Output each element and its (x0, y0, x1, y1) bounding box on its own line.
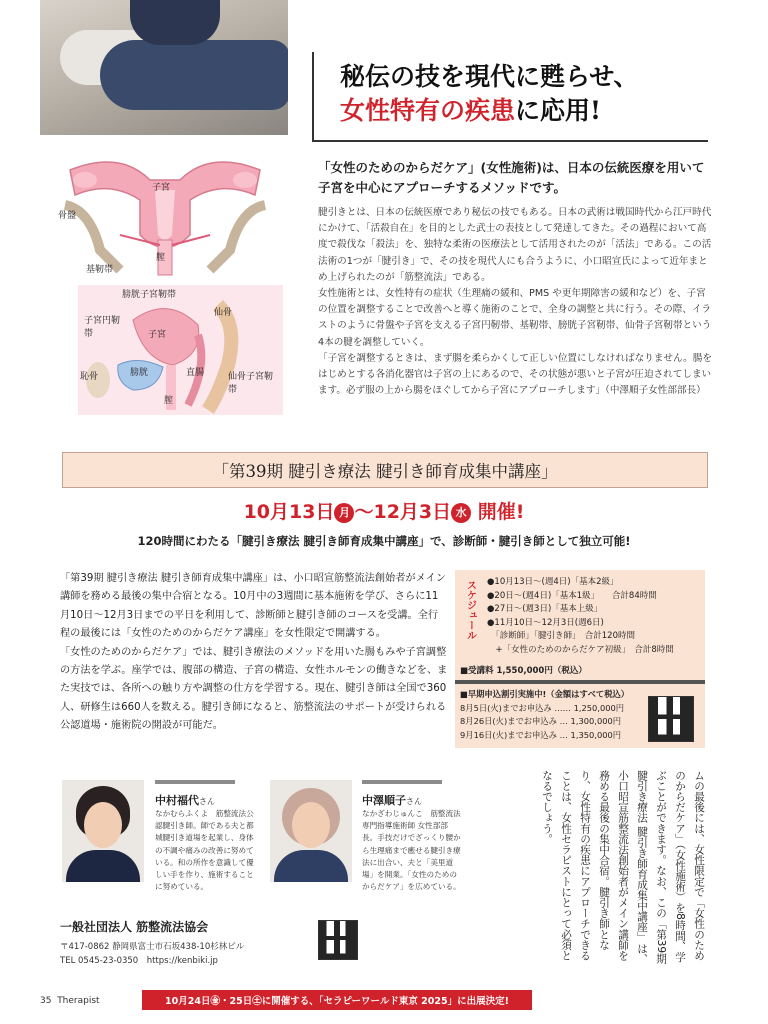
label-sacrum: 仙骨 (214, 308, 233, 318)
start-date: 10月13日 (243, 501, 335, 523)
course-subline: 120時間にわたる「腱引き療法 腱引き師育成集中講座」で、診断師・腱引き師として独立可能! (137, 534, 631, 548)
pelvis-side-diagram (78, 285, 283, 415)
label-pubis: 恥骨 (80, 372, 99, 382)
early-discount-item: 8月5日(火)までお申込み …… 1,250,000円 (460, 702, 625, 713)
portrait-nakazawa (270, 780, 352, 882)
start-day-badge: 月 (334, 503, 354, 523)
body-paragraph: 女性施術とは、女性特有の症状（生理痛の緩和、PMS や更年期障害の緩和など）を、子宮の位置を調整することで改善へと導く施術のことで、全身の調整と共に行う。その際、イラストのように骨盤や子宮を支える子宮円靭帯、基靭帯、膀胱子宮靭帯、仙骨子宮靭帯という4本の腱を調整していく。 (318, 288, 712, 348)
headline-line2: に応用! (515, 96, 601, 125)
body-text (318, 205, 714, 399)
schedule-tab-label: スケジュール (464, 580, 476, 640)
person-profile: なかむらふくよ 筋整流法公認腱引き師。師である夫と都城腱引き道場を起業し、身体の不調や痛みの改善に努めている。和の所作を意識して優しい手を作り、施術することに努めている。 (155, 809, 254, 892)
organization-contact (60, 940, 244, 968)
phone-website: TEL 0545-23-0350 https://kenbiki.jp (60, 956, 218, 966)
schedule-tab (455, 570, 485, 676)
person-name: 中澤順子 (362, 794, 406, 807)
organization-name: 一般社団法人 筋整流法協会 (60, 920, 209, 934)
address: 〒417-0862 静岡県富士市石坂438-10杉林ビル (60, 942, 245, 952)
held-label: 開催! (477, 501, 525, 523)
course-description (60, 570, 448, 736)
schedule-item: 「診断師」「腱引き師」 合計120時間 (487, 631, 635, 642)
person-profile: なかざわじゅんこ 筋整流法 専門指導施術師 女性部部長。手技だけでざっくり腰から生理痛まで癒せる腱引き療法に出合い、夫と「美里道場」を開業。「女性のためのからだケア」を広めている。 (362, 809, 461, 892)
label-vagina: 膣 (156, 253, 166, 263)
course-title-banner: 「第39期 腱引き療法 腱引き師育成集中講座」 (62, 452, 708, 488)
end-date: 12月3日 (373, 501, 452, 523)
label-cardinal-ligament: 基靭帯 (86, 265, 114, 275)
label-uterosacral-ligament: 仙骨子宮靭帯 (228, 372, 274, 395)
body-paragraph: 「子宮を調整するときは、まず腸を柔らかくして正しい位置にしなければなりません。腸をはじめとする各消化器官は子宮の上にあるので、その状態が悪いと子宮が圧迫されてしまいます。必ず服の上から腸をほぐしてから子宮にアプローチします」（中澤順子女性部部長） (318, 352, 712, 397)
headline-line1: 秘伝の技を現代に甦らせ、 (340, 62, 639, 91)
course-paragraph: 「女性のためのからだケア」では、腱引き療法のメソッドを用いた腸もみや子宮調整の方法を学ぶ。座学では、腹部の構造、子宮の構造、女性ホルモンの働きなどを、また実技では、各所への触り方や調整の仕方を学習する。現在、腱引き師は全国で360人、研修生は660人を数える。腱引き師になると、筋整流法のサポートが受けられる公認道場・施術院の開設が可能だ。 (60, 646, 448, 732)
portrait-nakamura (62, 780, 144, 882)
schedule-item: ●20日〜(週4日)「基本1級」 合計84時間 (487, 590, 657, 601)
label-rectum: 直腸 (186, 368, 205, 378)
qr-code-schedule[interactable] (648, 696, 694, 742)
profile-divider (362, 780, 442, 784)
label-round-ligament: 子宮円靭帯 (84, 316, 121, 339)
vertical-column-text: ムの最後には、女性限定で「女性のためのからだケア」（女性施術）を8時間、学ぶことができます。なお、この「第39期 腱引き療法 腱引き師育成集中講座」は、小口昭宣筋整流法創始者がメイン講師を務める最後の集中合宿。腱引き師となり、女性特有の疾患にアプローチできることは、女性セラピストにとって必須となるでしょう。 (541, 770, 705, 965)
course-paragraph: 「第39期 腱引き療法 腱引き師育成集中講座」は、小口昭宣筋整流法創始者がメイン講師を務める最後の集中合宿となる。10月中の3週間に基本施術を学び、さらに11月10日〜12月3日までの平日を利用して、診断師と腱引き師のコースを受講。全行程の最後には「女性のためのからだケア講座」を女性限定で開講する。 (60, 573, 446, 640)
early-discount-title: ■早期申込割引実施中!（金額はすべて税込） (460, 689, 630, 699)
label-bladder: 膀胱 (130, 368, 149, 378)
lead-text: 「女性のためのからだケア」(女性施術)は、日本の伝統医療を用いて子宮を中心にアプローチするメソッドです。 (318, 160, 705, 195)
uterus-diagram (60, 150, 270, 280)
qr-code-website[interactable] (318, 920, 358, 960)
schedule-item: ●11月10日〜12月3日(週6日) (487, 617, 604, 628)
page-headline (340, 60, 639, 128)
date-separator: 〜 (354, 501, 374, 523)
end-day-badge: 水 (451, 503, 471, 523)
schedule-item: +「女性のためのからだケア初級」 合計8時間 (487, 644, 674, 655)
schedule-item: ●27日〜(週3日)「基本上級」 (487, 604, 603, 615)
page-footer (40, 996, 100, 1006)
schedule-list (487, 576, 705, 658)
label-pelvis: 骨盤 (58, 211, 77, 221)
profile-divider (155, 780, 235, 784)
label-vesicouterine-ligament: 膀胱子宮靭帯 (122, 290, 177, 300)
pelvis-side-illustration (78, 285, 283, 415)
event-dates (0, 497, 768, 524)
exhibition-notice: 10月24日㊎・25日㊏に開催する、「セラピーワールド東京 2025」に出展決定! (142, 990, 532, 1010)
course-fee: ■受講料 1,550,000円（税込） (460, 666, 587, 676)
page-number: 35 (40, 996, 52, 1006)
label-uterus: 子宮 (152, 183, 171, 193)
early-discount-item: 9月16日(火)までお申込み … 1,350,000円 (460, 729, 622, 740)
magazine-name: Therapist (57, 996, 100, 1006)
person-name: 中村福代 (155, 794, 199, 807)
schedule-item: ●10月13日〜(週4日)「基本2級」 (487, 577, 619, 587)
profile-nakazawa (362, 792, 462, 893)
person-honorific: さん (406, 797, 422, 806)
person-honorific: さん (199, 797, 215, 806)
schedule-divider (455, 680, 705, 684)
body-paragraph: 腱引きとは、日本の伝統医療であり秘伝の技でもある。日本の武術は戦国時代から江戸時代にかけて、「活殺自在」を目的とした武士の表技として発達してきた。その過程において高度で殺伐な「殺法」を、独特な柔術の医療法として活用されたのが「活法」である。この活法術の1つが「腱引き」で、その技を現代人にも合うように、小口昭宣氏によって近年まとめ上げられたのが「筋整流法」である。 (318, 207, 712, 283)
treatment-photo (40, 0, 288, 135)
headline-highlight: 女性特有の疾患 (340, 96, 516, 125)
label-uterus-side: 子宮 (148, 330, 167, 340)
profile-nakamura (155, 792, 260, 893)
label-vagina-side: 膣 (164, 396, 174, 406)
early-discount-item: 8月26日(火)までお申込み … 1,300,000円 (460, 716, 622, 727)
